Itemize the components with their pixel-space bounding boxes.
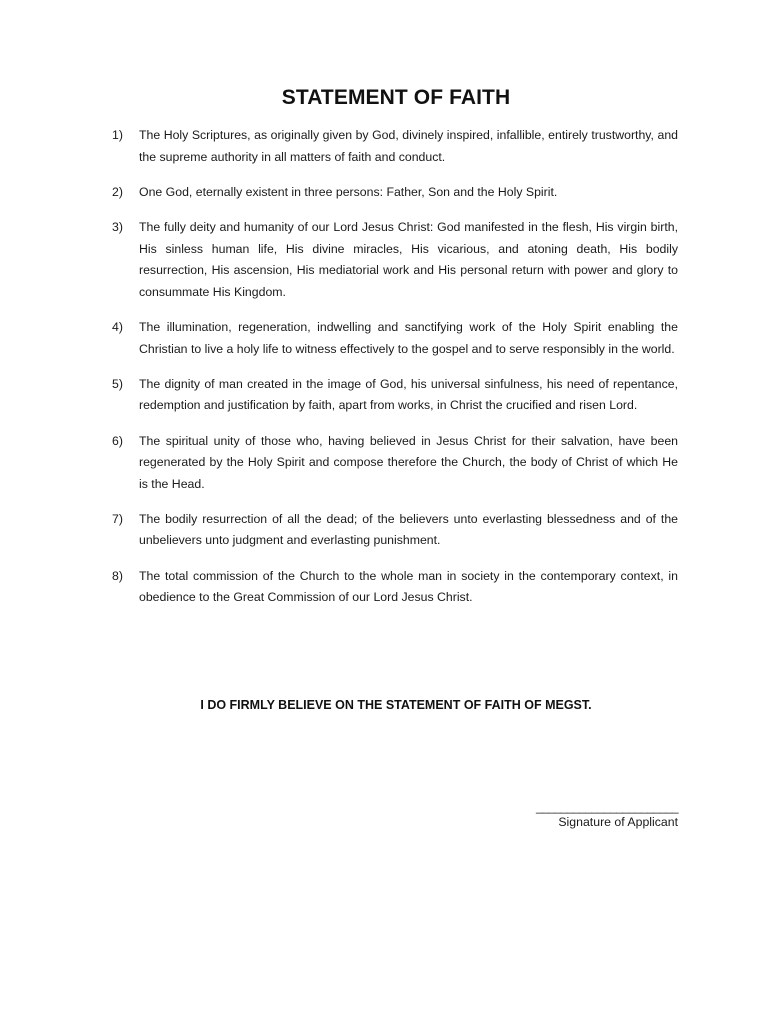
statement-text: The fully deity and humanity of our Lord Jesus Christ: God manifested in the flesh, His virgin birth, His sinless human life, His divine miracles, His vicarious, and atoning death, His bodily resurrection, His ascension, His mediatorial work and His personal return with power and glory to consummate His Kingdom. [139,219,678,299]
statement-text: The bodily resurrection of all the dead; of the believers unto everlasting blessedness and of the unbelievers unto judgment and everlasting punishment. [139,511,678,548]
statement-item-4 [112,317,678,360]
signature-block [520,800,678,830]
statement-text: One God, eternally existent in three persons: Father, Son and the Holy Spirit. [139,184,558,199]
signature-line: _______________________ [536,800,678,814]
statement-text: The illumination, regeneration, indwelling and sanctifying work of the Holy Spirit enabling the Christian to live a holy life to witness effectively to the gospel and to serve responsibly in the world. [139,319,678,356]
statement-number: 5) [112,376,123,391]
statement-item-7 [112,509,678,552]
statement-number: 2) [112,184,123,199]
statement-number: 3) [112,219,123,234]
statement-item-3 [112,217,678,303]
statement-text: The spiritual unity of those who, having believed in Jesus Christ for their salvation, have been regenerated by the Holy Spirit and compose therefore the Church, the body of Christ of which He is the Head. [139,433,678,491]
statement-list [112,125,678,622]
statement-number: 8) [112,568,123,583]
declaration-text: I DO FIRMLY BELIEVE ON THE STATEMENT OF FAITH OF MEGST. [200,698,592,712]
statement-number: 4) [112,319,123,334]
statement-number: 6) [112,433,123,448]
statement-item-2 [112,182,678,204]
signature-label: Signature of Applicant [558,815,678,829]
statement-text: The total commission of the Church to the whole man in society in the contemporary context, in obedience to the Great Commission of our Lord Jesus Christ. [139,568,678,605]
statement-item-5 [112,374,678,417]
statement-item-1 [112,125,678,168]
statement-item-8 [112,566,678,609]
statement-number: 7) [112,511,123,526]
statement-item-6 [112,431,678,496]
document-title: STATEMENT OF FAITH [281,86,511,109]
statement-number: 1) [112,128,123,142]
statement-text: The dignity of man created in the image of God, his universal sinfulness, his need of repentance, redemption and justification by faith, apart from works, in Christ the crucified and risen Lord. [139,376,678,413]
statement-text: The Holy Scriptures, as originally given by God, divinely inspired, infallible, entirely trustworthy, and the supreme authority in all matters of faith and conduct. [139,128,678,164]
